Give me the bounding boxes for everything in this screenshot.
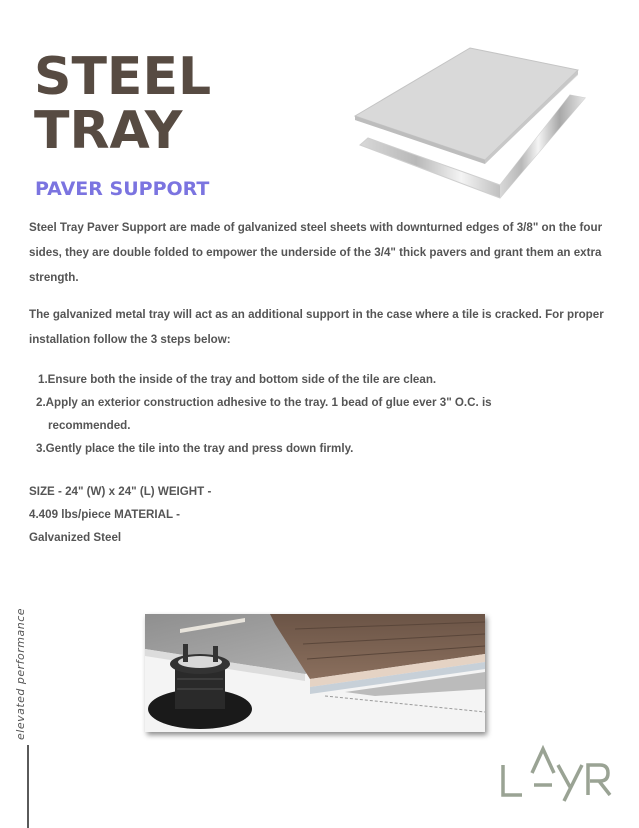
title-line-2: TRAY bbox=[34, 101, 183, 161]
title-line-1: STEEL bbox=[34, 47, 212, 107]
spec-line-3: Galvanized Steel bbox=[29, 531, 122, 544]
steel-tray-illustration bbox=[350, 40, 610, 210]
decorative-divider bbox=[27, 745, 29, 828]
pedestal-with-tiles-photo bbox=[145, 614, 485, 732]
spec-line-2: 4.409 lbs/piece MATERIAL - bbox=[29, 508, 180, 521]
installation-steps bbox=[36, 368, 492, 460]
tagline-text: elevated performance bbox=[14, 607, 27, 740]
layr-logo bbox=[500, 743, 615, 803]
page-title bbox=[34, 47, 212, 161]
step-1: 1.Ensure both the inside of the tray and bottom side of the tile are clean. bbox=[38, 373, 437, 386]
description-paragraph-1: Steel Tray Paver Support are made of galvanized steel sheets with downturned edges of 3/8" on the four sides, they are double folded to empower the underside of the 3/4" thick pavers and grant them an extra strength. bbox=[29, 221, 603, 284]
page-subtitle: PAVER SUPPORT bbox=[35, 178, 210, 200]
step-3: 3.Gently place the tile into the tray and press down firmly. bbox=[36, 442, 354, 455]
step-2-continuation: recommended. bbox=[48, 419, 131, 432]
spec-line-1: SIZE - 24" (W) x 24" (L) WEIGHT - bbox=[29, 485, 212, 498]
tagline-vertical bbox=[12, 600, 32, 740]
description-paragraph-2: The galvanized metal tray will act as an additional support in the case where a tile is cracked. For proper installation follow the 3 steps below: bbox=[29, 308, 604, 346]
specifications bbox=[29, 480, 211, 549]
step-2: 2.Apply an exterior construction adhesive to the tray. 1 bead of glue ever 3" O.C. is bbox=[36, 396, 492, 409]
